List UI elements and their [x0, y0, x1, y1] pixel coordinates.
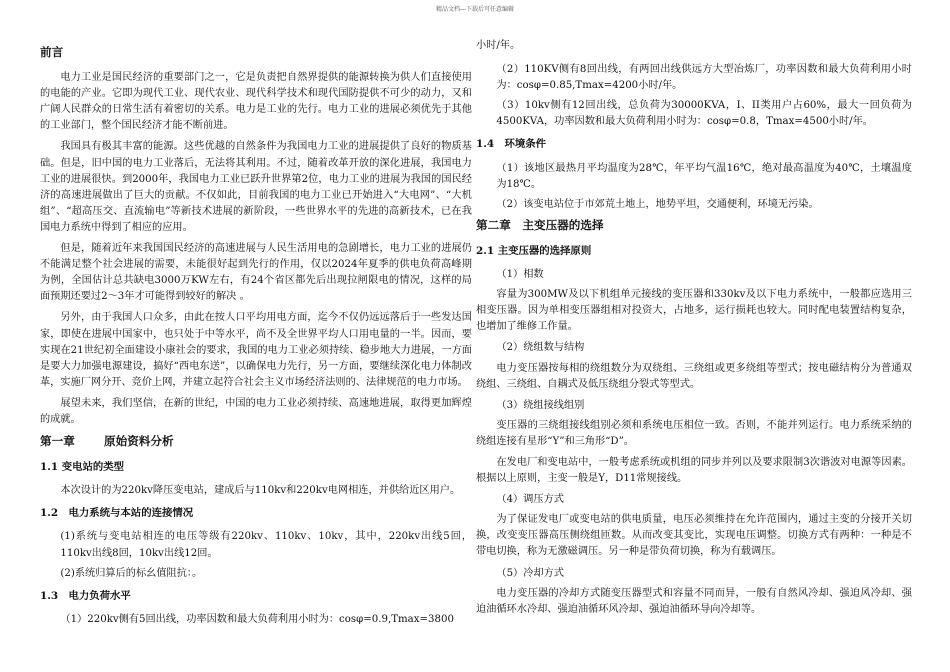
principle-1-text: 容量为300MW及以下机组单元接线的变压器和330kv及以下电力系统中，一般都应选用三相变压器。因为单相变压器组相对投资大，占地多，运行损耗也较大。同时配电装置结构复杂，也增加了维修工作量。 — [476, 289, 912, 333]
principle-3-heading: （3）绕组接线组别 — [496, 399, 585, 411]
preface-title: 前言 — [40, 45, 64, 59]
principle-1-heading: （1）相数 — [496, 269, 544, 281]
section-1-1-title: 1.1 变电站的类型 — [40, 461, 125, 474]
left-column — [40, 40, 472, 632]
section-1-1-text: 本次设计的为220kv降压变电站，建成后与110kv和220kv电网相连，并供给近区用户。 — [60, 485, 461, 497]
section-1-3-item-1-continued: 小时/年。 — [476, 40, 521, 51]
chapter-1-heading — [40, 433, 472, 449]
principle-5-heading: （5）冷却方式 — [496, 567, 564, 579]
section-1-3-item-2: （2）110KV侧有8回出线，有两回出线供远方大型冶炼厂，功率因数和最大负荷利用小时为：cosφ=0.85,Tmax=4200小时/年。 — [496, 64, 912, 92]
section-1-4-title: 1.4 环境条件 — [476, 138, 547, 151]
chapter-1-number: 第一章 — [40, 434, 75, 449]
preface-paragraph-2: 我国具有极其丰富的能源。这些优越的自然条件为我国电力工业的进展提供了良好的物质基础。但是，旧中国的电力工业落后，无法将其利用。不过，随着改革开放的深化进展，我国电力工业的进展很快。到2000年，我国电力工业已跃升世界第2位，电力工业的进展为我国的国民经济的高速进展做出了巨大的贡献。不仅如此，目前我国的电力工业已开始进入“大电网”、“大机组”、“超高压交、直流输电”等新技术进展的新阶段，一些世界水平的先进的高新技术，已在我国电力系统中得到了相应的应用。 — [40, 141, 472, 233]
preface-paragraph-1: 电力工业是国民经济的重要部门之一，它是负责把自然界提供的能源转换为供人们直接使用的电能的产业。它即为现代工业、现代农业、现代科学技术和现代国防提供不可少的动力，又和广阔人民群众的日常生活有着密切的关系。电力是工业的先行。电力工业的进展必须优先于其他的工业部门，整个国民经济才能不断前进。 — [40, 72, 472, 132]
principle-4-text: 为了保证发电厂或变电站的供电质量，电压必须维持在允许范围内，通过主变的分接开关切换，改变变压器高压侧绕组匝数。从而改变其变比，实现电压调整。切换方式有两种：一种是不带电切换，称为无激磁调压。另一种是带负荷切换，称为有载调压。 — [476, 514, 912, 558]
section-1-2-title: 1.2 电力系统与本站的连接情况 — [40, 507, 194, 520]
section-1-3-item-1: （1）220kv侧有5回出线，功率因数和最大负荷利用小时为：cosφ=0.9,Tmax=3800 — [60, 613, 454, 625]
chapter-2-title: 第二章 主变压器的选择 — [476, 217, 604, 232]
section-1-3-title: 1.3 电力负荷水平 — [40, 589, 131, 602]
chapter-1-title: 原始资料分析 — [104, 434, 174, 449]
page-header-note: 精品文档---下载后可任意编辑 — [435, 6, 515, 13]
right-column — [476, 38, 912, 623]
section-1-4-item-2: （2）该变电站位于市郊荒土地上，地势平坦，交通便利，环境无污染。 — [496, 198, 819, 210]
section-1-3-item-3: （3）10kv侧有12回出线，总负荷为30000KVA，I、II类用户占60%，最大一回负荷为4500KVA，功率因数和最大负荷利用小时为：cosφ=0.8，Tmax=4500小时/年。 — [496, 100, 912, 128]
preface-paragraph-5: 展望未来，我们坚信，在新的世纪，中国的电力工业必须持续、高速地进展，取得更加辉煌的成就。 — [40, 397, 472, 425]
principle-5-text: 电力变压器的冷却方式随变压器型式和容量不同而异，一般有自然风冷却、强迫风冷却、强迫油循环水冷却、强迫油循环风冷却、强迫油循环导向冷却等。 — [476, 587, 912, 615]
preface-paragraph-4: 另外，由于我国人口众多，由此在按人口平均用电方面，迄今不仅仍远远落后于一些发达国家，即使在进展中国家中，也只处于中等水平，尚不及全世界平均人口用电量的一半。因而，要实现在21世纪初全面建设小康社会的要求，我国的电力工业必须持续、稳步地大力进展，一方面是要大力加强电源建设，搞好“西电东送”，以确保电力先行，另一方面，要继续深化电力体制改革，实施厂网分开、竞价上网，并建立起符合社会主义市场经济法则的、法律规范的电力市场。 — [40, 312, 472, 388]
principle-2-text: 电力变压器按每相的绕组数分为双绕组、三绕组或更多绕组等型式；按电磁结构分为普通双绕组、三绕组、自耦式及低压绕组分裂式等型式。 — [476, 362, 912, 390]
principle-3-text-2: 在发电厂和变电站中，一般考虑系统或机组的同步并列以及要求限制3次谐波对电源等因素。根据以上原则，主变一般是Y，D11常规接线。 — [476, 456, 912, 485]
section-1-4-item-1: （1）该地区最热月平均温度为28℃，年平均气温16℃，绝对最高温度为40℃，土壤温度为18℃。 — [496, 162, 912, 190]
section-1-2-item-2: (2)系统归算后的标幺值阻抗：。 — [60, 567, 203, 579]
section-2-1-title: 2.1 主变压器的选择原则 — [476, 244, 592, 257]
preface-paragraph-3: 但是，随着近年来我国国民经济的高速进展与人民生活用电的急剧增长，电力工业的进展仍不能满足整个社会进展的需要，未能很好起到先行的作用，仅以2024年夏季的供电负荷高峰期为例，全国估计总共缺电3000万KW左右，有24个省区都先后出现拉闸限电的情况，这样的局面预期还要过2～3年才可能得到较好的解决 。 — [40, 243, 472, 303]
section-1-2-item-1: (1)系统与变电站相连的电压等级有220kv、110kv、10kv，其中，220kv出线5回，110kv出线8回，10kv出线12回。 — [60, 531, 472, 559]
principle-2-heading: （2）绕组数与结构 — [496, 342, 585, 354]
principle-4-heading: （4）调压方式 — [496, 494, 564, 506]
principle-3-text: 变压器的三绕组接线组别必须和系统电压相位一致。否则，不能并列运行。电力系统采纳的绕组连接有星形“Y”和三角形“D”。 — [476, 419, 912, 447]
